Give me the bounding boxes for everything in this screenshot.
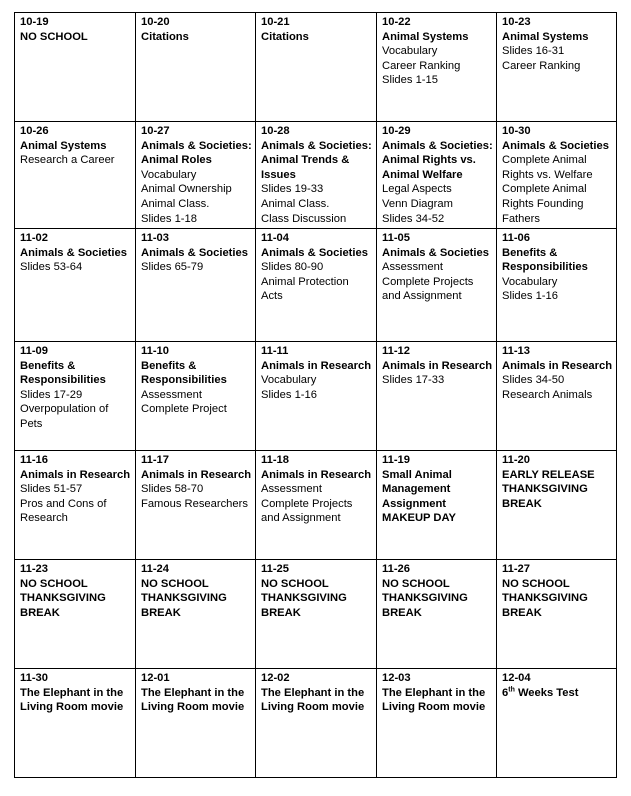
day-entry-line: Venn Diagram (382, 197, 453, 210)
day-cell (377, 669, 497, 778)
day-date: 11-20 (502, 454, 530, 466)
day-entry-line: Animal Roles (141, 154, 212, 167)
day-cell (256, 451, 377, 560)
day-entry-line: Research Animals (502, 388, 593, 401)
day-entry-line: THANKSGIVING (20, 592, 106, 605)
day-date: 11-05 (382, 232, 410, 244)
day-entry-line: THANKSGIVING (261, 592, 347, 605)
day-entry-line: Animal Class. (261, 197, 330, 210)
day-date: 10-29 (382, 125, 411, 137)
day-entry-line: Animals in Research (261, 468, 372, 481)
day-date: 11-19 (382, 454, 410, 466)
day-entry-line: Overpopulation of (20, 403, 109, 416)
day-entry-line: NO SCHOOL (502, 577, 570, 590)
day-entry-line: Research a Career (20, 154, 115, 167)
day-entry-line: Assessment (382, 261, 443, 274)
day-entry-line: Rights vs. Welfare (502, 168, 593, 181)
day-cell (497, 669, 617, 778)
day-cell (497, 122, 617, 229)
day-entry-line: THANKSGIVING (502, 483, 588, 496)
calendar-body (15, 13, 617, 778)
day-date: 10-27 (141, 125, 170, 137)
day-entry-line: Animal Welfare (382, 168, 463, 181)
day-cell (256, 342, 377, 451)
day-entry-line: Benefits & (502, 246, 558, 259)
day-entry-line: Animal Rights vs. (382, 154, 476, 167)
day-entry-line: Famous Researchers (141, 497, 248, 510)
day-cell (377, 342, 497, 451)
day-entry-line (502, 686, 612, 701)
day-entry-line: Benefits & (141, 359, 197, 372)
day-entry-line: Living Room movie (20, 701, 124, 714)
day-entry-line: Slides 34-52 (382, 212, 445, 225)
day-cell (136, 342, 256, 451)
day-entry-line: BREAK (261, 606, 301, 619)
day-cell (136, 122, 256, 229)
day-cell (15, 669, 136, 778)
day-entry-line: Vocabulary (141, 168, 197, 181)
day-entry-line: BREAK (20, 606, 60, 619)
day-entry-line: Animals & Societies (261, 246, 368, 259)
day-entry-line: Living Room movie (382, 701, 486, 714)
day-entry-line: THANKSGIVING (382, 592, 468, 605)
day-entry-line: Slides 53-64 (20, 261, 83, 274)
day-cell (136, 451, 256, 560)
day-cell (136, 229, 256, 342)
day-cell (377, 560, 497, 669)
day-entry-line: Issues (261, 168, 296, 181)
week-row (15, 669, 617, 778)
day-entry-line: Animals in Research (382, 359, 493, 372)
day-date: 11-10 (141, 345, 169, 357)
day-entry-line: Responsibilities (141, 374, 227, 387)
day-entry-line: Management (382, 483, 451, 496)
day-date: 11-17 (141, 454, 169, 466)
day-entry-line: Animal Protection (261, 275, 349, 288)
day-entry-line: Slides 58-70 (141, 483, 204, 496)
day-entry-line: Slides 80-90 (261, 261, 324, 274)
day-entry-line: Animals in Research (20, 468, 131, 481)
day-entry-line: BREAK (502, 606, 542, 619)
ordinal-suffix: th (508, 685, 515, 693)
day-cell (497, 342, 617, 451)
day-cell (377, 451, 497, 560)
day-entry-line: Research (20, 512, 68, 525)
day-cell (497, 13, 617, 122)
day-entry-line: Living Room movie (261, 701, 365, 714)
week-row (15, 122, 617, 229)
day-cell (15, 122, 136, 229)
week-row (15, 229, 617, 342)
day-entry-line: Animal Ownership (141, 183, 232, 196)
day-date: 11-25 (261, 563, 289, 575)
day-date: 11-04 (261, 232, 289, 244)
day-entry-line: Complete Projects (382, 275, 474, 288)
day-cell (15, 13, 136, 122)
day-date: 11-11 (261, 345, 289, 357)
day-entry-line: BREAK (382, 606, 422, 619)
day-entry-line: Animals & Societies: (141, 139, 252, 152)
day-entry-line: Slides 51-57 (20, 483, 83, 496)
day-entry-line: Assessment (261, 483, 322, 496)
day-entry-line: Living Room movie (141, 701, 245, 714)
day-entry-line: and Assignment (382, 290, 462, 303)
day-entry-line: Pros and Cons of (20, 497, 107, 510)
day-entry-line: The Elephant in the (20, 686, 124, 699)
day-cell (15, 342, 136, 451)
day-cell (15, 451, 136, 560)
day-date: 11-06 (502, 232, 530, 244)
day-entry-line: BREAK (502, 497, 542, 510)
day-entry-line: Animals & Societies (502, 139, 609, 152)
day-cell (15, 229, 136, 342)
day-entry-line: Career Ranking (502, 59, 581, 72)
day-entry-line: Animals & Societies (382, 246, 489, 259)
day-cell (256, 669, 377, 778)
day-date: 10-19 (20, 16, 49, 28)
day-date: 11-02 (20, 232, 48, 244)
day-entry-line: Animal Systems (20, 139, 107, 152)
day-date: 11-13 (502, 345, 530, 357)
day-cell (497, 229, 617, 342)
day-date: 12-02 (261, 672, 290, 684)
day-entry-line: MAKEUP DAY (382, 512, 456, 525)
day-date: 12-03 (382, 672, 411, 684)
day-entry-line: Slides 34-50 (502, 374, 565, 387)
day-entry-line: Career Ranking (382, 59, 461, 72)
day-date: 11-18 (261, 454, 289, 466)
day-cell (497, 451, 617, 560)
day-entry-line: The Elephant in the (261, 686, 365, 699)
day-entry-line: Responsibilities (502, 261, 588, 274)
day-cell (136, 13, 256, 122)
day-entry-line: Slides 19-33 (261, 183, 324, 196)
day-date: 10-30 (502, 125, 531, 137)
day-date: 10-21 (261, 16, 290, 28)
day-date: 11-27 (502, 563, 530, 575)
day-entry-line: Legal Aspects (382, 183, 452, 196)
day-cell (256, 13, 377, 122)
day-cell (136, 560, 256, 669)
day-entry-line: Acts (261, 290, 283, 303)
day-date: 11-26 (382, 563, 410, 575)
day-date: 11-09 (20, 345, 48, 357)
day-entry-line: Animals & Societies: (261, 139, 372, 152)
day-cell (136, 669, 256, 778)
day-entry-line: Slides 1-15 (382, 74, 438, 87)
day-date: 12-01 (141, 672, 170, 684)
day-entry-line: The Elephant in the (382, 686, 486, 699)
day-entry-line: Animal Trends & (261, 154, 350, 167)
day-date: 10-22 (382, 16, 411, 28)
day-entry-line: NO SCHOOL (20, 30, 88, 43)
day-entry-line: Class Discussion (261, 212, 347, 225)
day-entry-line: Animal Class. (141, 197, 210, 210)
day-entry-line: Animals in Research (261, 359, 372, 372)
day-entry-line: Animals & Societies (141, 246, 248, 259)
day-entry-line: Assessment (141, 388, 202, 401)
week-row (15, 451, 617, 560)
day-entry-line: and Assignment (261, 512, 341, 525)
day-cell (377, 122, 497, 229)
day-date: 10-28 (261, 125, 290, 137)
day-entry-line: Assignment (382, 497, 447, 510)
day-date: 11-16 (20, 454, 48, 466)
day-entry-line: Slides 1-16 (502, 290, 558, 303)
day-entry-line: THANKSGIVING (141, 592, 227, 605)
day-date: 10-26 (20, 125, 49, 137)
day-entry-line: Complete Animal (502, 154, 587, 167)
day-date: 11-30 (20, 672, 48, 684)
day-cell (15, 560, 136, 669)
day-entry-line: Complete Projects (261, 497, 353, 510)
day-entry-line: Complete Project (141, 403, 227, 416)
day-entry-line: Slides 16-31 (502, 45, 565, 58)
day-entry-line: Small Animal (382, 468, 452, 481)
day-entry-line: Pets (20, 417, 43, 430)
day-entry-line: Fathers (502, 212, 540, 225)
week-row (15, 560, 617, 669)
day-entry-line: Vocabulary (261, 374, 317, 387)
week-row (15, 342, 617, 451)
ordinal-number: 6 (502, 686, 509, 699)
day-date: 11-12 (382, 345, 410, 357)
day-entry-line: Vocabulary (382, 45, 438, 58)
day-entry-line: NO SCHOOL (141, 577, 209, 590)
day-entry-line: Animal Systems (502, 30, 589, 43)
day-entry-line: Animals in Research (502, 359, 613, 372)
day-entry-line: Complete Animal (502, 183, 587, 196)
week-row (15, 13, 617, 122)
day-cell (256, 229, 377, 342)
day-cell (256, 122, 377, 229)
day-entry-line: Slides 17-29 (20, 388, 83, 401)
day-entry-line: Animal Systems (382, 30, 469, 43)
day-entry-line: Slides 65-79 (141, 261, 204, 274)
day-date: 10-20 (141, 16, 170, 28)
day-entry-line: BREAK (141, 606, 181, 619)
day-entry-line: Slides 1-16 (261, 388, 317, 401)
day-entry-line: The Elephant in the (141, 686, 245, 699)
day-entry-line: EARLY RELEASE (502, 468, 595, 481)
day-entry-line: Animals & Societies: (382, 139, 493, 152)
day-cell (377, 13, 497, 122)
day-entry-line: Benefits & (20, 359, 76, 372)
day-date: 11-23 (20, 563, 48, 575)
day-entry-line: Animals in Research (141, 468, 252, 481)
day-cell (497, 560, 617, 669)
day-entry-line: Responsibilities (20, 374, 106, 387)
day-date: 11-24 (141, 563, 169, 575)
day-entry-line: NO SCHOOL (261, 577, 329, 590)
ordinal-rest: Weeks Test (514, 686, 579, 699)
day-entry-line: Rights Founding (502, 197, 584, 210)
day-date: 10-23 (502, 16, 531, 28)
day-date: 11-03 (141, 232, 169, 244)
day-entry-line: Animals & Societies (20, 246, 127, 259)
day-entry-line: Vocabulary (502, 275, 558, 288)
day-cell (256, 560, 377, 669)
day-entry-line: Slides 17-33 (382, 374, 445, 387)
day-entry-line: Citations (141, 30, 189, 43)
day-entry-line: Citations (261, 30, 309, 43)
day-entry-line: NO SCHOOL (20, 577, 88, 590)
day-date: 12-04 (502, 672, 531, 684)
schedule-calendar (14, 12, 617, 778)
day-entry-line: Slides 1-18 (141, 212, 197, 225)
day-cell (377, 229, 497, 342)
day-entry-line: NO SCHOOL (382, 577, 450, 590)
day-entry-line: THANKSGIVING (502, 592, 588, 605)
